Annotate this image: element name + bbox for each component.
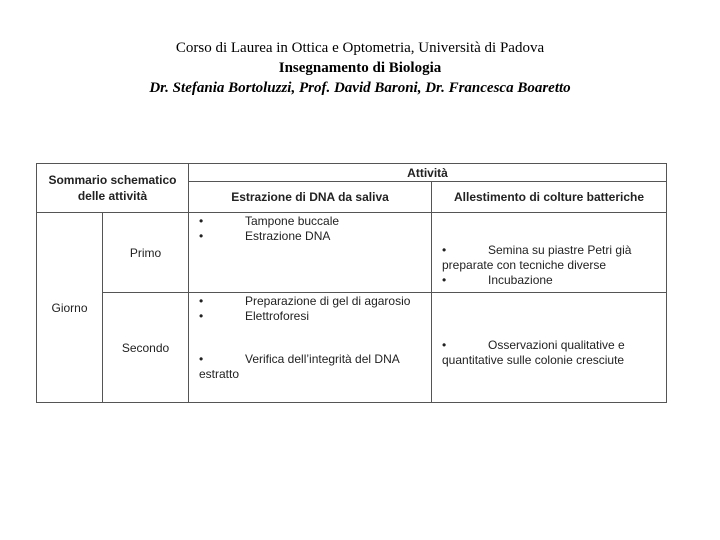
list-item: • Tampone buccale xyxy=(199,214,340,228)
cell-day2-dna xyxy=(189,293,432,403)
row-group-label: Giorno xyxy=(37,213,103,403)
authors-line: Dr. Stefania Bortoluzzi, Prof. David Baroni, Dr. Francesca Boaretto xyxy=(149,80,571,96)
activity-summary-table xyxy=(36,163,667,403)
list-item: • Semina su piastre Petri già preparate con tecniche diverse xyxy=(442,243,632,272)
corner-header: Sommario schematico delle attività xyxy=(37,164,189,213)
subject-title: Insegnamento di Biologia xyxy=(278,60,442,76)
course-title: Corso di Laurea in Ottica e Optometria, Università di Padova xyxy=(175,40,545,56)
cell-day1-dna xyxy=(189,213,432,293)
list-item: • Elettroforesi xyxy=(199,309,310,323)
activities-header: Attività xyxy=(189,164,667,182)
cell-day1-cultures xyxy=(432,213,667,293)
column-header-dna: Estrazione di DNA da saliva xyxy=(189,182,432,213)
day-label-first: Primo xyxy=(103,213,189,293)
cell-day2-cultures xyxy=(432,293,667,403)
document-header xyxy=(0,38,720,98)
list-item: • Verifica dell’integrità del DNA estratto xyxy=(199,352,400,381)
day-label-second: Secondo xyxy=(103,293,189,403)
list-item: • Osservazioni qualitative e quantitative sulle colonie cresciute xyxy=(442,338,625,367)
list-item: • Preparazione di gel di agarosio xyxy=(199,294,411,308)
list-item: • Estrazione DNA xyxy=(199,229,331,243)
list-item: • Incubazione xyxy=(442,273,553,287)
column-header-cultures: Allestimento di colture batteriche xyxy=(432,182,667,213)
